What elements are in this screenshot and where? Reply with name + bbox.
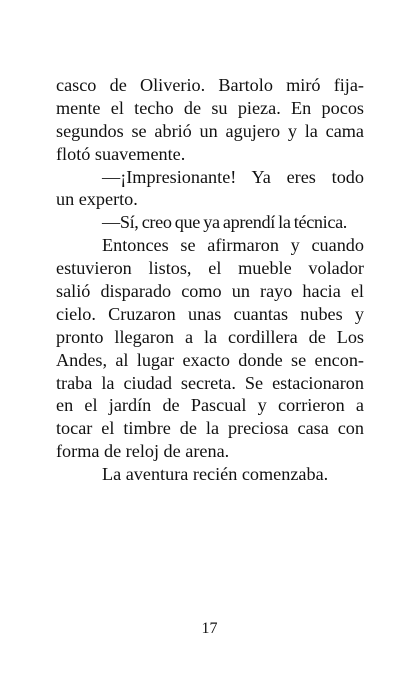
text-line: estuvieron listos, el mueble volador xyxy=(56,258,364,279)
paragraph-start-line: La aventura recién comenzaba. xyxy=(102,464,329,485)
text-line: forma de reloj de arena. xyxy=(56,441,230,462)
text-line: tocar el timbre de la preciosa casa con xyxy=(56,418,364,439)
text-line: un experto. xyxy=(56,189,138,210)
text-line: salió disparado como un rayo hacia el xyxy=(56,281,364,302)
paragraph-start-line: Entonces se afirmaron y cuando xyxy=(102,235,364,256)
dialogue-line: —Sí, creo que ya aprendí la técnica. xyxy=(102,212,348,233)
book-page-text xyxy=(56,74,364,486)
dialogue-line: —¡Impresionante! Ya eres todo xyxy=(102,166,364,187)
text-line: Andes, al lugar exacto donde se encon- xyxy=(56,349,364,370)
text-line: pronto llegaron a la cordillera de Los xyxy=(56,326,364,347)
text-line: casco de Oliverio. Bartolo miró fija- xyxy=(56,75,364,95)
text-line: en el jardín de Pascual y corrieron a xyxy=(56,395,364,416)
text-line: flotó suavemente. xyxy=(56,143,186,164)
text-line: mente el techo de su pieza. En pocos xyxy=(56,97,364,118)
text-line: cielo. Cruzaron unas cuantas nubes y xyxy=(56,303,364,324)
text-line: segundos se abrió un agujero y la cama xyxy=(56,120,364,141)
text-line: traba la ciudad secreta. Se estacionaron xyxy=(56,372,364,393)
page-number: 17 xyxy=(201,620,218,637)
